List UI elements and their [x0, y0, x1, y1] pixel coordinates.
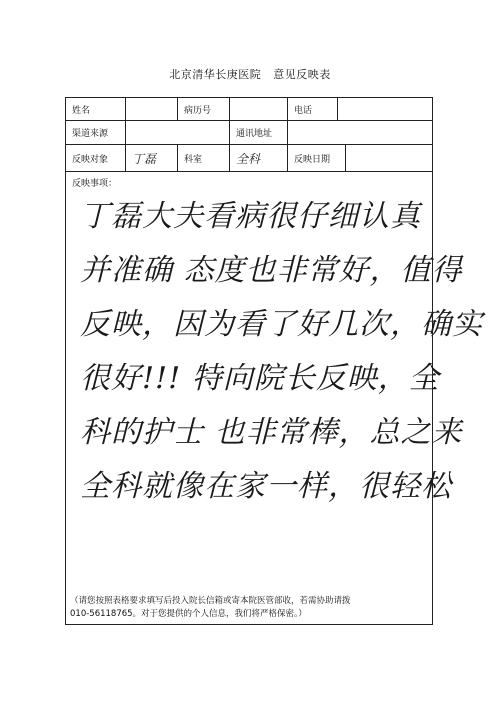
phone-label: 电话 [288, 98, 338, 120]
handwriting-line: 并准确 态度也非常好，值得 [80, 253, 463, 288]
footnote-line-1: （请您按照表格要求填写后投入院长信箱或寄本院医管部收，若需协助请拨 [70, 596, 351, 606]
form-footnote [70, 595, 430, 621]
address-label: 通讯地址 [230, 121, 288, 144]
address-field[interactable] [288, 121, 434, 144]
row-channel [66, 121, 432, 145]
handwritten-feedback[interactable] [80, 190, 483, 514]
target-field[interactable]: 丁磊 [126, 145, 178, 171]
date-label: 反映日期 [288, 145, 346, 171]
channel-label: 渠道来源 [66, 121, 126, 144]
record-no-label: 病历号 [178, 98, 230, 120]
channel-field[interactable] [126, 121, 230, 144]
form-title-bar [0, 66, 500, 82]
handwriting-line: 科的护士 也非常棒，总之来 [80, 415, 463, 450]
matters-label: 反映事项： [72, 179, 118, 189]
row-target [66, 145, 432, 172]
hospital-name: 北京清华长庚医院 [169, 68, 262, 81]
form-title: 意见反映表 [273, 68, 331, 81]
name-label: 姓名 [66, 98, 126, 120]
row-name [66, 98, 432, 121]
handwriting-line: 全科就像在家一样，很轻松 [80, 469, 452, 504]
department-label: 科室 [178, 145, 230, 171]
handwriting-line: 反映，因为看了好几次，确实 [80, 307, 483, 342]
handwriting-line: 丁磊大夫看病很仔细认真 [80, 199, 421, 234]
footnote-line-2: 010-56118765。对于您提供的个人信息，我们将严格保密。） [70, 609, 307, 619]
phone-field[interactable] [338, 98, 434, 120]
date-field[interactable] [346, 145, 434, 171]
record-no-field[interactable] [230, 98, 288, 120]
feedback-form [65, 97, 483, 625]
department-field[interactable]: 全科 [230, 145, 288, 171]
name-field[interactable] [126, 98, 178, 120]
target-label: 反映对象 [66, 145, 126, 171]
handwriting-line: 很好!!! 特向院长反映，全 [80, 361, 440, 396]
